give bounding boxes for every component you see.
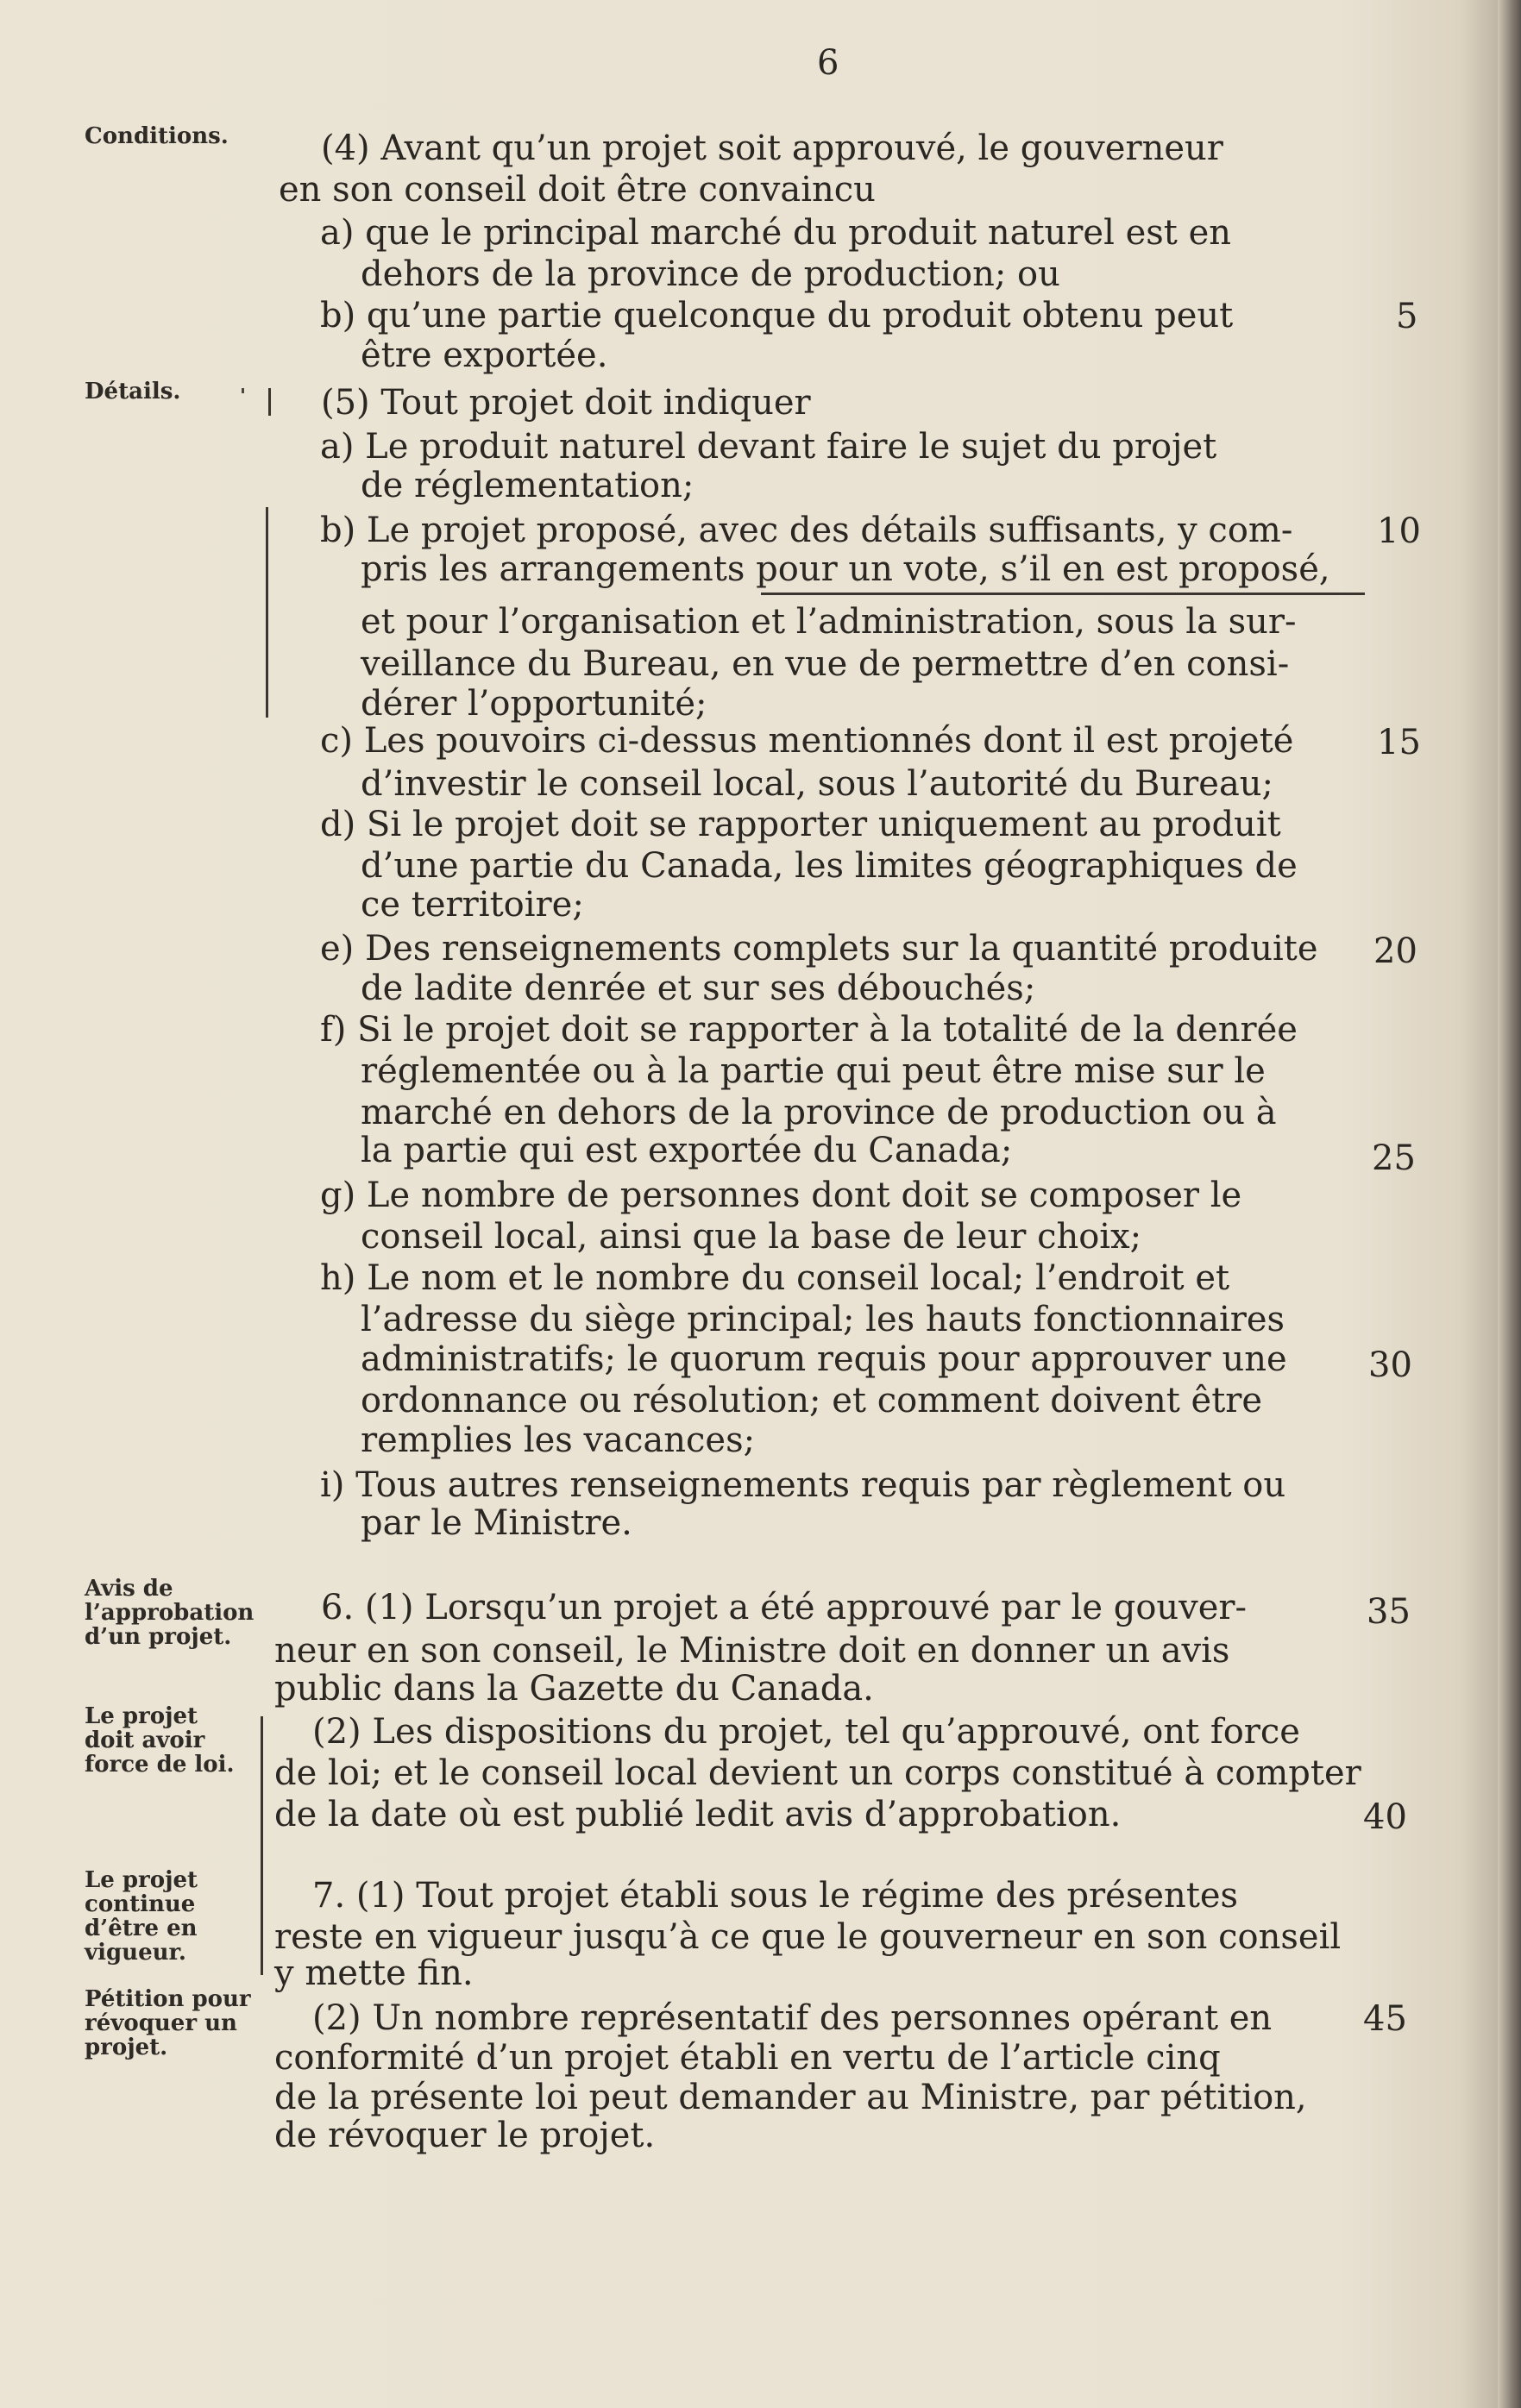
margin-note-line: d’un projet. bbox=[85, 1624, 232, 1650]
text-line: (2) Un nombre représentatif des personnes opérant en bbox=[312, 1998, 1273, 2038]
text-line: 7. (1) Tout projet établi sous le régime des présentes bbox=[312, 1876, 1239, 1916]
margin-note-line: doit avoir bbox=[85, 1728, 205, 1753]
text-line: administratifs; le quorum requis pour approuver une bbox=[361, 1339, 1287, 1379]
margin-note-line: Le projet bbox=[85, 1867, 198, 1893]
inserted-text-underline bbox=[761, 593, 1365, 595]
text-line: (5) Tout projet doit indiquer bbox=[321, 383, 811, 423]
text-line: d’une partie du Canada, les limites géographiques de bbox=[361, 846, 1298, 886]
text-line: l’adresse du siège principal; les hauts fonctionnaires bbox=[361, 1300, 1285, 1339]
text-line: dehors de la province de production; ou bbox=[361, 254, 1060, 294]
text-line: dérer l’opportunité; bbox=[361, 684, 707, 724]
text-line: pris les arrangements pour un vote, s’il en est proposé, bbox=[361, 549, 1330, 589]
margin-tick bbox=[242, 388, 244, 393]
text-line: conseil local, ainsi que la base de leur choix; bbox=[361, 1217, 1142, 1257]
text-line: neur en son conseil, le Ministre doit en donner un avis bbox=[274, 1631, 1230, 1671]
margin-note-line: vigueur. bbox=[85, 1940, 186, 1966]
line-number: 5 bbox=[1396, 297, 1418, 336]
margin-note-petition bbox=[85, 1987, 251, 2060]
text-line: conformité d’un projet établi en vertu de l’article cinq bbox=[274, 2038, 1221, 2078]
margin-note-avis bbox=[85, 1577, 254, 1649]
text-line: y mette fin. bbox=[274, 1953, 474, 1993]
text-line: de révoquer le projet. bbox=[274, 2116, 656, 2155]
text-line: de loi; et le conseil local devient un corps constitué à compter bbox=[274, 1753, 1361, 1793]
text-line: la partie qui est exportée du Canada; bbox=[361, 1131, 1013, 1170]
text-line: (4) Avant qu’un projet soit approuvé, le gouverneur bbox=[321, 129, 1223, 168]
margin-note-details: Détails. bbox=[85, 379, 181, 404]
amendment-bar bbox=[261, 1716, 263, 1975]
text-line: d’investir le conseil local, sous l’autorité du Bureau; bbox=[361, 764, 1274, 804]
margin-note-line: Pétition pour bbox=[85, 1986, 251, 2012]
page-edge bbox=[1498, 0, 1521, 2408]
line-number: 15 bbox=[1377, 723, 1421, 762]
text-line: c) Les pouvoirs ci-dessus mentionnés dont il est projeté bbox=[320, 721, 1294, 761]
text-line: et pour l’organisation et l’administration, sous la sur- bbox=[361, 602, 1297, 642]
margin-note-line: révoquer un bbox=[85, 2010, 237, 2036]
line-number: 30 bbox=[1368, 1345, 1412, 1385]
text-line: public dans la Gazette du Canada. bbox=[274, 1669, 874, 1709]
line-number: 45 bbox=[1363, 1999, 1407, 2039]
margin-note-conditions: Conditions. bbox=[85, 123, 229, 149]
text-line: de la date où est publié ledit avis d’approbation. bbox=[274, 1795, 1122, 1834]
text-line: reste en vigueur jusqu’à ce que le gouverneur en son conseil bbox=[274, 1917, 1342, 1957]
line-number: 20 bbox=[1373, 931, 1417, 971]
line-number: 25 bbox=[1372, 1138, 1416, 1178]
margin-note-line: force de loi. bbox=[85, 1752, 235, 1778]
text-line: remplies les vacances; bbox=[361, 1420, 756, 1460]
text-line: h) Le nom et le nombre du conseil local; l’endroit et bbox=[320, 1258, 1230, 1298]
margin-note-line: l’approbation bbox=[85, 1600, 255, 1626]
text-line: f) Si le projet doit se rapporter à la totalité de la denrée bbox=[320, 1010, 1298, 1050]
text-line: b) qu’une partie quelconque du produit obtenu peut bbox=[320, 296, 1234, 335]
margin-note-continue bbox=[85, 1868, 198, 1965]
amendment-bar bbox=[268, 388, 271, 416]
text-line: de ladite denrée et sur ses débouchés; bbox=[361, 969, 1036, 1008]
text-line: ordonnance ou résolution; et comment doivent être bbox=[361, 1381, 1263, 1420]
text-line: d) Si le projet doit se rapporter uniquement au produit bbox=[320, 805, 1281, 844]
text-line: b) Le projet proposé, avec des détails suffisants, y com- bbox=[320, 511, 1293, 550]
text-line: e) Des renseignements complets sur la quantité produite bbox=[320, 929, 1318, 969]
text-line: veillance du Bureau, en vue de permettre d’en consi- bbox=[361, 644, 1290, 684]
text-line: (2) Les dispositions du projet, tel qu’approuvé, ont force bbox=[312, 1712, 1300, 1752]
text-line: de réglementation; bbox=[361, 466, 695, 505]
margin-note-force-de-loi bbox=[85, 1704, 235, 1777]
text-line: a) Le produit naturel devant faire le sujet du projet bbox=[320, 427, 1217, 467]
text-line: en son conseil doit être convaincu bbox=[279, 170, 876, 210]
line-number: 35 bbox=[1367, 1592, 1411, 1632]
text-line: i) Tous autres renseignements requis par règlement ou bbox=[320, 1465, 1286, 1505]
text-line: g) Le nombre de personnes dont doit se composer le bbox=[320, 1176, 1242, 1215]
text-line: ce territoire; bbox=[361, 885, 584, 925]
line-number: 40 bbox=[1363, 1797, 1407, 1837]
page-number: 6 bbox=[817, 43, 839, 83]
text-line: réglementée ou à la partie qui peut être mise sur le bbox=[361, 1051, 1266, 1091]
margin-note-line: Avis de bbox=[85, 1576, 173, 1602]
text-line: 6. (1) Lorsqu’un projet a été approuvé par le gouver- bbox=[321, 1588, 1248, 1627]
margin-note-line: d’être en bbox=[85, 1916, 198, 1941]
amendment-bar bbox=[266, 507, 268, 718]
margin-note-line: projet. bbox=[85, 2035, 168, 2060]
margin-note-line: Le projet bbox=[85, 1703, 198, 1729]
text-line: par le Ministre. bbox=[361, 1503, 632, 1543]
text-line: de la présente loi peut demander au Ministre, par pétition, bbox=[274, 2078, 1307, 2117]
margin-note-line: continue bbox=[85, 1891, 196, 1917]
text-line: a) que le principal marché du produit naturel est en bbox=[320, 213, 1231, 253]
line-number: 10 bbox=[1377, 511, 1421, 551]
text-line: être exportée. bbox=[361, 335, 608, 375]
text-line: marché en dehors de la province de production ou à bbox=[361, 1093, 1277, 1132]
